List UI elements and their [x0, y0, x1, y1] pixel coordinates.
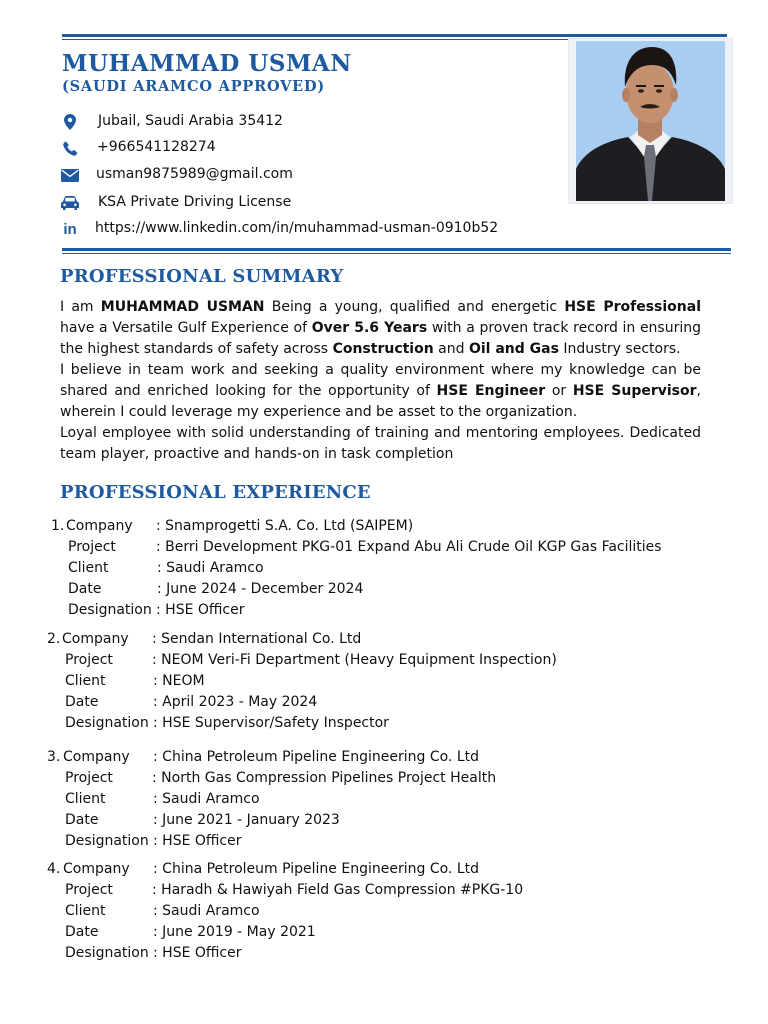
- designation-value: : HSE Officer: [153, 945, 242, 961]
- company-value: : Snamprogetti S.A. Co. Ltd (SAIPEM): [156, 518, 414, 534]
- designation-label: Designation: [65, 833, 149, 849]
- contact-license: [60, 192, 292, 214]
- designation-label: Designation: [65, 945, 149, 961]
- top-rule: [62, 34, 727, 37]
- phone-text: +966541128274: [97, 139, 216, 155]
- contact-phone: [60, 137, 216, 159]
- designation-value: : HSE Officer: [153, 833, 242, 849]
- date-label: Date: [65, 924, 99, 940]
- contact-linkedin: [60, 218, 499, 240]
- date-label: Date: [65, 812, 99, 828]
- date-value: : June 2019 - May 2021: [153, 924, 316, 940]
- project-value: : NEOM Veri-Fi Department (Heavy Equipment Inspection): [152, 652, 557, 668]
- contact-location: [60, 111, 283, 133]
- client-label: Client: [65, 673, 106, 689]
- client-value: : NEOM: [153, 673, 205, 689]
- job-number: 3.: [47, 749, 61, 765]
- date-value: : April 2023 - May 2024: [153, 694, 318, 710]
- date-label: Date: [68, 581, 102, 597]
- client-label: Client: [65, 791, 106, 807]
- date-value: : June 2024 - December 2024: [157, 581, 364, 597]
- company-label: Company: [62, 631, 129, 647]
- project-value: : North Gas Compression Pipelines Project Health: [152, 770, 497, 786]
- location-text: Jubail, Saudi Arabia 35412: [98, 113, 283, 129]
- email-text: usman9875989@gmail.com: [96, 166, 293, 182]
- date-value: : June 2021 - January 2023: [153, 812, 340, 828]
- project-label: Project: [65, 882, 113, 898]
- date-label: Date: [65, 694, 99, 710]
- experience-heading: PROFESSIONAL EXPERIENCE: [60, 482, 371, 503]
- summary-paragraph-2: I believe in team work and seeking a quality environment where my knowledge can be shared and enriched looking for the opportunity of HSE Engineer or HSE Supervisor, wherein I could leverage my experience and be asset to the organization.: [60, 362, 701, 420]
- client-label: Client: [68, 560, 109, 576]
- company-label: Company: [63, 749, 130, 765]
- location-icon: [60, 112, 80, 132]
- client-value: : Saudi Aramco: [153, 903, 260, 919]
- designation-label: Designation: [68, 602, 152, 618]
- summary-body: [60, 297, 701, 465]
- linkedin-url[interactable]: https://www.linkedin.com/in/muhammad-usman-0910b52: [95, 220, 499, 236]
- company-value: : China Petroleum Pipeline Engineering Co. Ltd: [153, 749, 479, 765]
- profile-photo: [568, 38, 733, 204]
- candidate-name: MUHAMMAD USMAN: [62, 50, 352, 77]
- designation-value: : HSE Supervisor/Safety Inspector: [153, 715, 389, 731]
- email-icon: [60, 165, 80, 185]
- job-number: 4.: [47, 861, 61, 877]
- linkedin-icon: in: [63, 220, 77, 238]
- project-label: Project: [65, 770, 113, 786]
- designation-value: : HSE Officer: [156, 602, 245, 618]
- project-label: Project: [68, 539, 116, 555]
- car-icon: [60, 193, 80, 213]
- summary-paragraph-1: I am MUHAMMAD USMAN Being a young, qualified and energetic HSE Professional have a Versatile Gulf Experience of Over 5.6 Years with a proven track record in ensuring the highest standards of safety across Construction and Oil and Gas Industry sectors.: [60, 299, 702, 357]
- project-value: : Berri Development PKG-01 Expand Abu Ali Crude Oil KGP Gas Facilities: [156, 539, 662, 555]
- job-number: 2.: [47, 631, 61, 647]
- client-label: Client: [65, 903, 106, 919]
- mid-rule: [62, 248, 731, 251]
- company-value: : Sendan International Co. Ltd: [152, 631, 362, 647]
- summary-heading: PROFESSIONAL SUMMARY: [60, 266, 344, 287]
- candidate-subtitle: (SAUDI ARAMCO APPROVED): [62, 78, 326, 95]
- company-label: Company: [66, 518, 133, 534]
- phone-icon: [60, 138, 80, 158]
- mid-rule-thin: [62, 253, 731, 254]
- job-number: 1.: [51, 518, 65, 534]
- company-label: Company: [63, 861, 130, 877]
- license-text: KSA Private Driving License: [98, 194, 292, 210]
- company-value: : China Petroleum Pipeline Engineering Co. Ltd: [153, 861, 479, 877]
- client-value: : Saudi Aramco: [157, 560, 264, 576]
- project-value: : Haradh & Hawiyah Field Gas Compression #PKG-10: [152, 882, 524, 898]
- summary-paragraph-3: Loyal employee with solid understanding of training and mentoring employees. Dedicated team player, proactive and hands-on in task completion: [60, 425, 701, 462]
- designation-label: Designation: [65, 715, 149, 731]
- client-value: : Saudi Aramco: [153, 791, 260, 807]
- contact-email: [60, 164, 293, 186]
- project-label: Project: [65, 652, 113, 668]
